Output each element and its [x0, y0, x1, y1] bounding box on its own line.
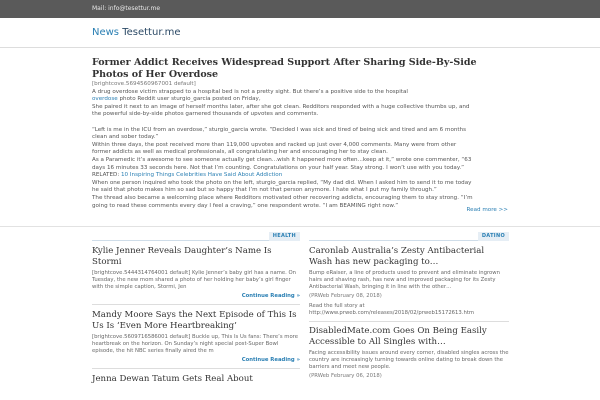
- list-item: [92, 374, 300, 385]
- related-line: [92, 172, 508, 180]
- post-divider: [92, 304, 300, 305]
- category-label[interactable]: HEALTH: [269, 232, 300, 241]
- featured-line: She paired it next to an image of herself months later, after she got clean. Redditors responded with a huge collective thumbs up, and: [92, 103, 470, 110]
- featured-line: overdose photo Reddit user sturgio_garcia posted on Friday,: [92, 96, 261, 103]
- post-excerpt: [brightcove.5609716586001 default] Buckle up, This Is Us fans: There’s more heartbreak on the horizon. On Sunday’s night special post-Super Bowl episode, the hit NBC series finally aired the m: [92, 334, 299, 354]
- featured-line: When one person inquired who took the photo on the left, sturgio_garcia replied, “My dad did. When I asked him to send it to me today: [92, 179, 472, 186]
- featured-title[interactable]: Former Addict Receives Widespread Support After Sharing Side-By-Side Photos of Her Overdose: [92, 57, 477, 80]
- related-link[interactable]: 10 Inspiring Things Celebrities Have Said About Addiction: [120, 172, 283, 179]
- site-header: [0, 18, 600, 48]
- featured-line: days 16 minutes 33 seconds here. Not that I’m counting. Congratulations on your half year. Stay strong. I won’t use with you today.”: [92, 164, 465, 171]
- featured-line: clean and sober today.”: [92, 134, 159, 141]
- featured-line: Within three days, the post received more than 119,000 upvotes and racked up just over 4,000 comments. Many were from other: [92, 141, 457, 148]
- featured-line: A drug overdose victim strapped to a hospital bed is not a pretty sight. But there’s a positive side to the hospital: [92, 88, 408, 95]
- overdose-link[interactable]: overdose: [92, 96, 118, 103]
- post-title[interactable]: Jenna Dewan Tatum Gets Real About: [92, 374, 253, 384]
- post-excerpt: [brightcove.5444314764001 default] Kylie Jenner’s baby girl has a name. On Tuesday, the new mom shared a photo of her holding her baby’s girl finger with the simple caption, Stormi, Jen: [92, 270, 297, 290]
- post-excerpt: Bump eRaiser, a line of products used to prevent and eliminate ingrown hairs and shaving rash, has new and improved packaging for its Zesty Antibacterial Wash, bringing it in line with the other…: [309, 270, 500, 290]
- site-logo[interactable]: [92, 27, 181, 38]
- featured-line: As a Paramedic it’s awesome to see someone actually get clean...wish it happened more often...keep at it,” wrote one commenter, “63: [92, 156, 472, 163]
- list-item: [309, 326, 509, 379]
- category-header: [92, 232, 300, 241]
- post-title[interactable]: Kylie Jenner Reveals Daughter’s Name Is Stormi: [92, 246, 272, 267]
- logo-first: News: [92, 27, 120, 38]
- list-item: [92, 310, 300, 369]
- featured-line: “Left is me in the ICU from an overdose,” sturgio_garcia wrote. “Decided I was sick and tired of being sick and tired and am 6 months: [92, 126, 467, 133]
- featured-line: the powerful side-by-side photos garnered thousands of upvotes and comments.: [92, 111, 319, 118]
- continue-reading-link[interactable]: Continue Reading »: [241, 293, 300, 299]
- featured-line: The thread also became a welcoming place where Redditors motivated other recovering addicts, encouraging them to stay strong. “I’m: [92, 194, 473, 201]
- full-story-label: Read the full story at: [309, 303, 365, 309]
- featured-body: [92, 89, 508, 211]
- post-title[interactable]: Mandy Moore Says the Next Episode of This Is Us Is ‘Even More Heartbreaking’: [92, 310, 297, 331]
- post-source: (PRWeb February 08, 2018): [309, 293, 382, 299]
- post-excerpt: Facing accessibility issues around every corner, disabled singles across the country are increasingly turning towards online dating to break down the barriers and meet new people.: [309, 350, 509, 370]
- top-bar: [0, 0, 600, 18]
- post-title[interactable]: DisabledMate.com Goes On Being Easily Accessible to All Singles with…: [309, 326, 487, 347]
- related-label: RELATED:: [92, 172, 120, 179]
- post-title[interactable]: Caronlab Australia’s Zesty Antibacterial Wash has new packaging to…: [309, 246, 485, 267]
- post-divider: [92, 368, 300, 369]
- logo-rest: Tesettur.me: [119, 27, 181, 38]
- post-source: (PRWeb February 06, 2018): [309, 373, 382, 379]
- featured-code: [brightcove.5694560967001 default]: [92, 81, 196, 87]
- featured-article: [92, 57, 508, 210]
- featured-line: going to read these comments every day I feel a craving,” one respondent wrote. “I am BEAMING right now.”: [92, 202, 399, 209]
- list-item: [309, 246, 509, 322]
- category-label[interactable]: DATINO: [478, 232, 509, 241]
- contact-email[interactable]: Mail: info@tesettur.me: [92, 5, 161, 12]
- featured-spacer: [92, 119, 508, 127]
- list-item: [92, 246, 300, 305]
- health-column: [92, 232, 300, 387]
- full-story-link[interactable]: http://www.prweb.com/releases/2018/02/prweb15172613.htm: [309, 310, 475, 316]
- featured-line: he said that photo makes him so sad but so happy that I’m not that person anymore. I hate what I put my family through.”: [92, 187, 437, 194]
- read-more-link[interactable]: Read more >>: [466, 207, 508, 213]
- datino-column: [309, 232, 509, 383]
- section-divider: [0, 226, 600, 227]
- category-header: [309, 232, 509, 241]
- featured-line: former addicts as well as medical professionals, all congratulating her and encouraging her to stay clean.: [92, 149, 388, 156]
- continue-reading-link[interactable]: Continue Reading »: [241, 357, 300, 363]
